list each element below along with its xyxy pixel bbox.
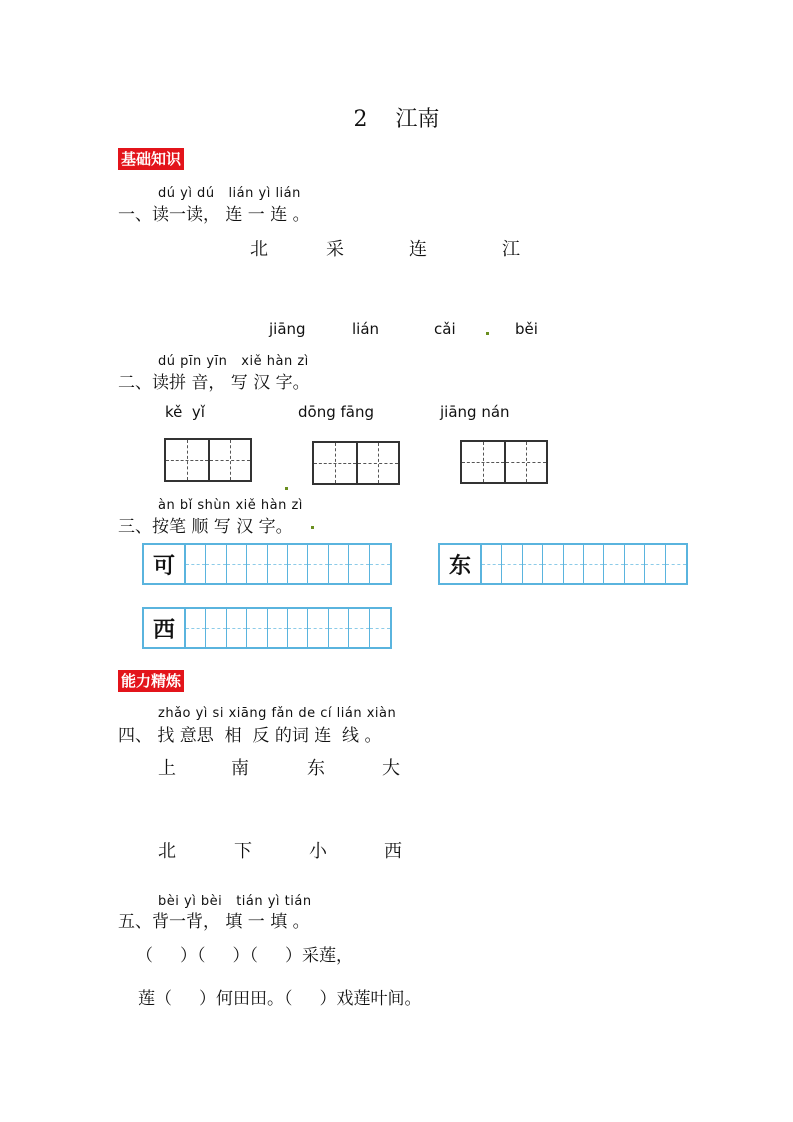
q5-pinyin: bèi yì bèi tián yì tián [158,894,312,909]
stroke-cell[interactable] [308,609,328,647]
writing-cell[interactable] [356,443,398,483]
stroke-cell[interactable] [523,545,543,583]
stroke-cell[interactable] [247,545,267,583]
lesson-number: 2 [353,107,368,132]
q4-top-word: 上 [158,758,176,779]
stroke-cell[interactable] [625,545,645,583]
q4-top-word: 东 [307,758,325,779]
writing-grid[interactable] [164,438,252,482]
q1-pinyin-option: cǎi [434,320,456,338]
stroke-cell[interactable] [543,545,563,583]
writing-cell[interactable] [462,442,504,482]
q1-char: 采 [326,239,344,260]
stroke-cell[interactable] [247,609,267,647]
section-badge-ability: 能力精炼 [118,670,184,692]
stroke-cell[interactable] [482,545,502,583]
q4-bottom-word: 北 [158,841,176,862]
stroke-cell[interactable] [349,545,369,583]
page-title [0,102,793,133]
q4-instruction: 四、 找 意思 相 反 的词 连 线 。 [118,726,382,746]
q1-pinyin-option: jiāng [269,320,306,338]
q2-pinyin: dú pīn yīn xiě hàn zì [158,354,309,369]
writing-cell[interactable] [504,442,546,482]
q4-bottom-word: 小 [309,841,327,862]
stroke-order-row[interactable] [142,607,392,649]
section-badge-basic: 基础知识 [118,148,184,170]
stroke-cell[interactable] [329,609,349,647]
q4-top-word: 南 [231,758,249,779]
q4-top-word: 大 [382,758,400,779]
stroke-cell[interactable] [186,545,206,583]
stroke-cell[interactable] [370,545,390,583]
q2-word-pinyin: dōng fāng [298,403,374,421]
q5-instruction: 五、背一背， 填 一 填 。 [118,912,310,932]
stroke-cell[interactable] [666,545,686,583]
q1-pinyin: dú yì dú lián yì lián [158,186,301,201]
stroke-cell[interactable] [370,609,390,647]
stroke-cell[interactable] [186,609,206,647]
q2-word-pinyin: jiāng nán [440,403,510,421]
stroke-cell[interactable] [584,545,604,583]
stroke-cell[interactable] [288,545,308,583]
stroke-cell[interactable] [502,545,522,583]
q4-bottom-word: 下 [234,841,252,862]
lesson-title: 江南 [395,107,440,132]
q1-instruction: 一、读一读， 连 一 连 。 [118,205,310,225]
q1-pinyin-option: lián [352,320,380,338]
q4-bottom-word: 西 [384,841,402,862]
q2-word-pinyin: kě yǐ [165,403,205,421]
stroke-cell[interactable] [604,545,624,583]
model-char: 可 [144,545,186,583]
stroke-cell[interactable] [349,609,369,647]
stroke-cell[interactable] [206,609,226,647]
stray-mark [486,332,489,335]
stroke-cell[interactable] [288,609,308,647]
q3-instruction: 三、按笔 顺 写 汉 字。 [118,517,293,537]
writing-cell[interactable] [314,443,356,483]
q1-char: 北 [250,239,268,260]
stroke-cell[interactable] [564,545,584,583]
stroke-cell[interactable] [227,545,247,583]
q4-pinyin: zhǎo yì si xiāng fǎn de cí lián xiàn [158,706,397,721]
q3-pinyin: àn bǐ shùn xiě hàn zì [158,498,303,513]
stroke-cell[interactable] [268,609,288,647]
writing-grid[interactable] [460,440,548,484]
model-char: 西 [144,609,186,647]
stray-mark [311,526,314,529]
stroke-cell[interactable] [645,545,665,583]
stroke-cell[interactable] [268,545,288,583]
model-char: 东 [440,545,482,583]
stroke-order-row[interactable] [142,543,392,585]
stroke-order-row[interactable] [438,543,688,585]
writing-grid[interactable] [312,441,400,485]
stroke-cell[interactable] [206,545,226,583]
q1-pinyin-option: běi [515,320,538,338]
stroke-cell[interactable] [329,545,349,583]
q1-char: 连 [409,239,427,260]
q2-instruction: 二、读拼 音， 写 汉 字。 [118,373,310,393]
stray-mark [285,487,288,490]
writing-cell[interactable] [208,440,250,480]
writing-cell[interactable] [166,440,208,480]
q5-poem-line-1: （ ）（ ）（ ）采莲， [136,946,354,966]
stroke-cell[interactable] [227,609,247,647]
q5-poem-line-2: 莲（ ）何田田。（ ）戏莲叶间。 [138,989,422,1009]
q1-char: 江 [502,239,520,260]
stroke-cell[interactable] [308,545,328,583]
